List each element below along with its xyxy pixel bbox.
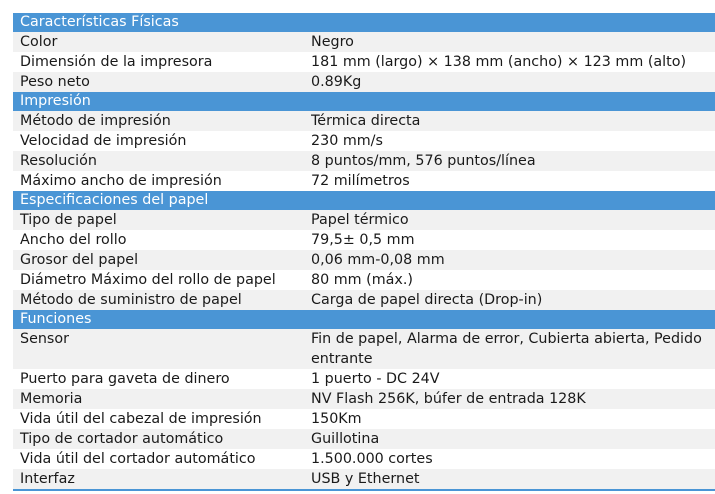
spec-value: Fin de papel, Alarma de error, Cubierta abierta, Pedido entrante xyxy=(311,331,702,367)
spec-row xyxy=(13,250,715,270)
spec-row xyxy=(13,111,715,131)
spec-value: 72 milímetros xyxy=(311,173,410,189)
spec-value: 230 mm/s xyxy=(311,133,383,149)
spec-label: Vida útil del cabezal de impresión xyxy=(20,411,262,427)
spec-row xyxy=(13,171,715,191)
spec-sheet xyxy=(13,13,715,491)
spec-value: 8 puntos/mm, 576 puntos/línea xyxy=(311,153,536,169)
spec-label: Método de suministro de papel xyxy=(20,292,242,308)
spec-value: Negro xyxy=(311,34,354,50)
spec-value: 0.89Kg xyxy=(311,74,362,90)
spec-label: Velocidad de impresión xyxy=(20,133,187,149)
spec-row xyxy=(13,409,715,429)
spec-label: Vida útil del cortador automático xyxy=(20,451,256,467)
spec-value: Guillotina xyxy=(311,431,380,447)
spec-value: 79,5± 0,5 mm xyxy=(311,232,415,248)
spec-value: NV Flash 256K, búfer de entrada 128K xyxy=(311,391,586,407)
spec-label: Tipo de cortador automático xyxy=(20,431,224,447)
spec-row xyxy=(13,329,715,369)
spec-value: Carga de papel directa (Drop-in) xyxy=(311,292,543,308)
spec-value: USB y Ethernet xyxy=(311,471,420,487)
section-header-papel: Especificaciones del papel xyxy=(13,191,715,210)
spec-label: Máximo ancho de impresión xyxy=(20,173,222,189)
spec-value: Papel térmico xyxy=(311,212,409,228)
spec-label: Dimensión de la impresora xyxy=(20,54,213,70)
spec-label: Interfaz xyxy=(20,471,75,487)
spec-label: Método de impresión xyxy=(20,113,171,129)
spec-row xyxy=(13,449,715,469)
spec-row xyxy=(13,270,715,290)
section-header-impresion: Impresión xyxy=(13,92,715,111)
spec-row xyxy=(13,230,715,250)
table-bottom-rule xyxy=(13,489,715,491)
spec-label: Peso neto xyxy=(20,74,90,90)
spec-value: 150Km xyxy=(311,411,362,427)
spec-label: Diámetro Máximo del rollo de papel xyxy=(20,272,276,288)
spec-row xyxy=(13,429,715,449)
spec-label: Sensor xyxy=(20,331,70,347)
spec-value: 181 mm (largo) × 138 mm (ancho) × 123 mm (alto) xyxy=(311,54,687,70)
spec-label: Puerto para gaveta de dinero xyxy=(20,371,230,387)
spec-row xyxy=(13,52,715,72)
spec-value: 1 puerto - DC 24V xyxy=(311,371,440,387)
spec-row xyxy=(13,32,715,52)
spec-row xyxy=(13,369,715,389)
spec-value: 0,06 mm-0,08 mm xyxy=(311,252,445,268)
spec-row xyxy=(13,72,715,92)
section-header-fisicas: Características Físicas xyxy=(13,13,715,32)
spec-row xyxy=(13,389,715,409)
spec-row xyxy=(13,151,715,171)
spec-label: Ancho del rollo xyxy=(20,232,127,248)
spec-row xyxy=(13,131,715,151)
spec-row xyxy=(13,210,715,230)
spec-value: 80 mm (máx.) xyxy=(311,272,413,288)
spec-value: Térmica directa xyxy=(311,113,421,129)
spec-label: Tipo de papel xyxy=(20,212,117,228)
spec-label: Color xyxy=(20,34,58,50)
spec-label: Memoria xyxy=(20,391,83,407)
spec-label: Resolución xyxy=(20,153,97,169)
spec-label: Grosor del papel xyxy=(20,252,139,268)
spec-value: 1.500.000 cortes xyxy=(311,451,433,467)
spec-row xyxy=(13,469,715,489)
section-header-funciones: Funciones xyxy=(13,310,715,329)
spec-row xyxy=(13,290,715,310)
